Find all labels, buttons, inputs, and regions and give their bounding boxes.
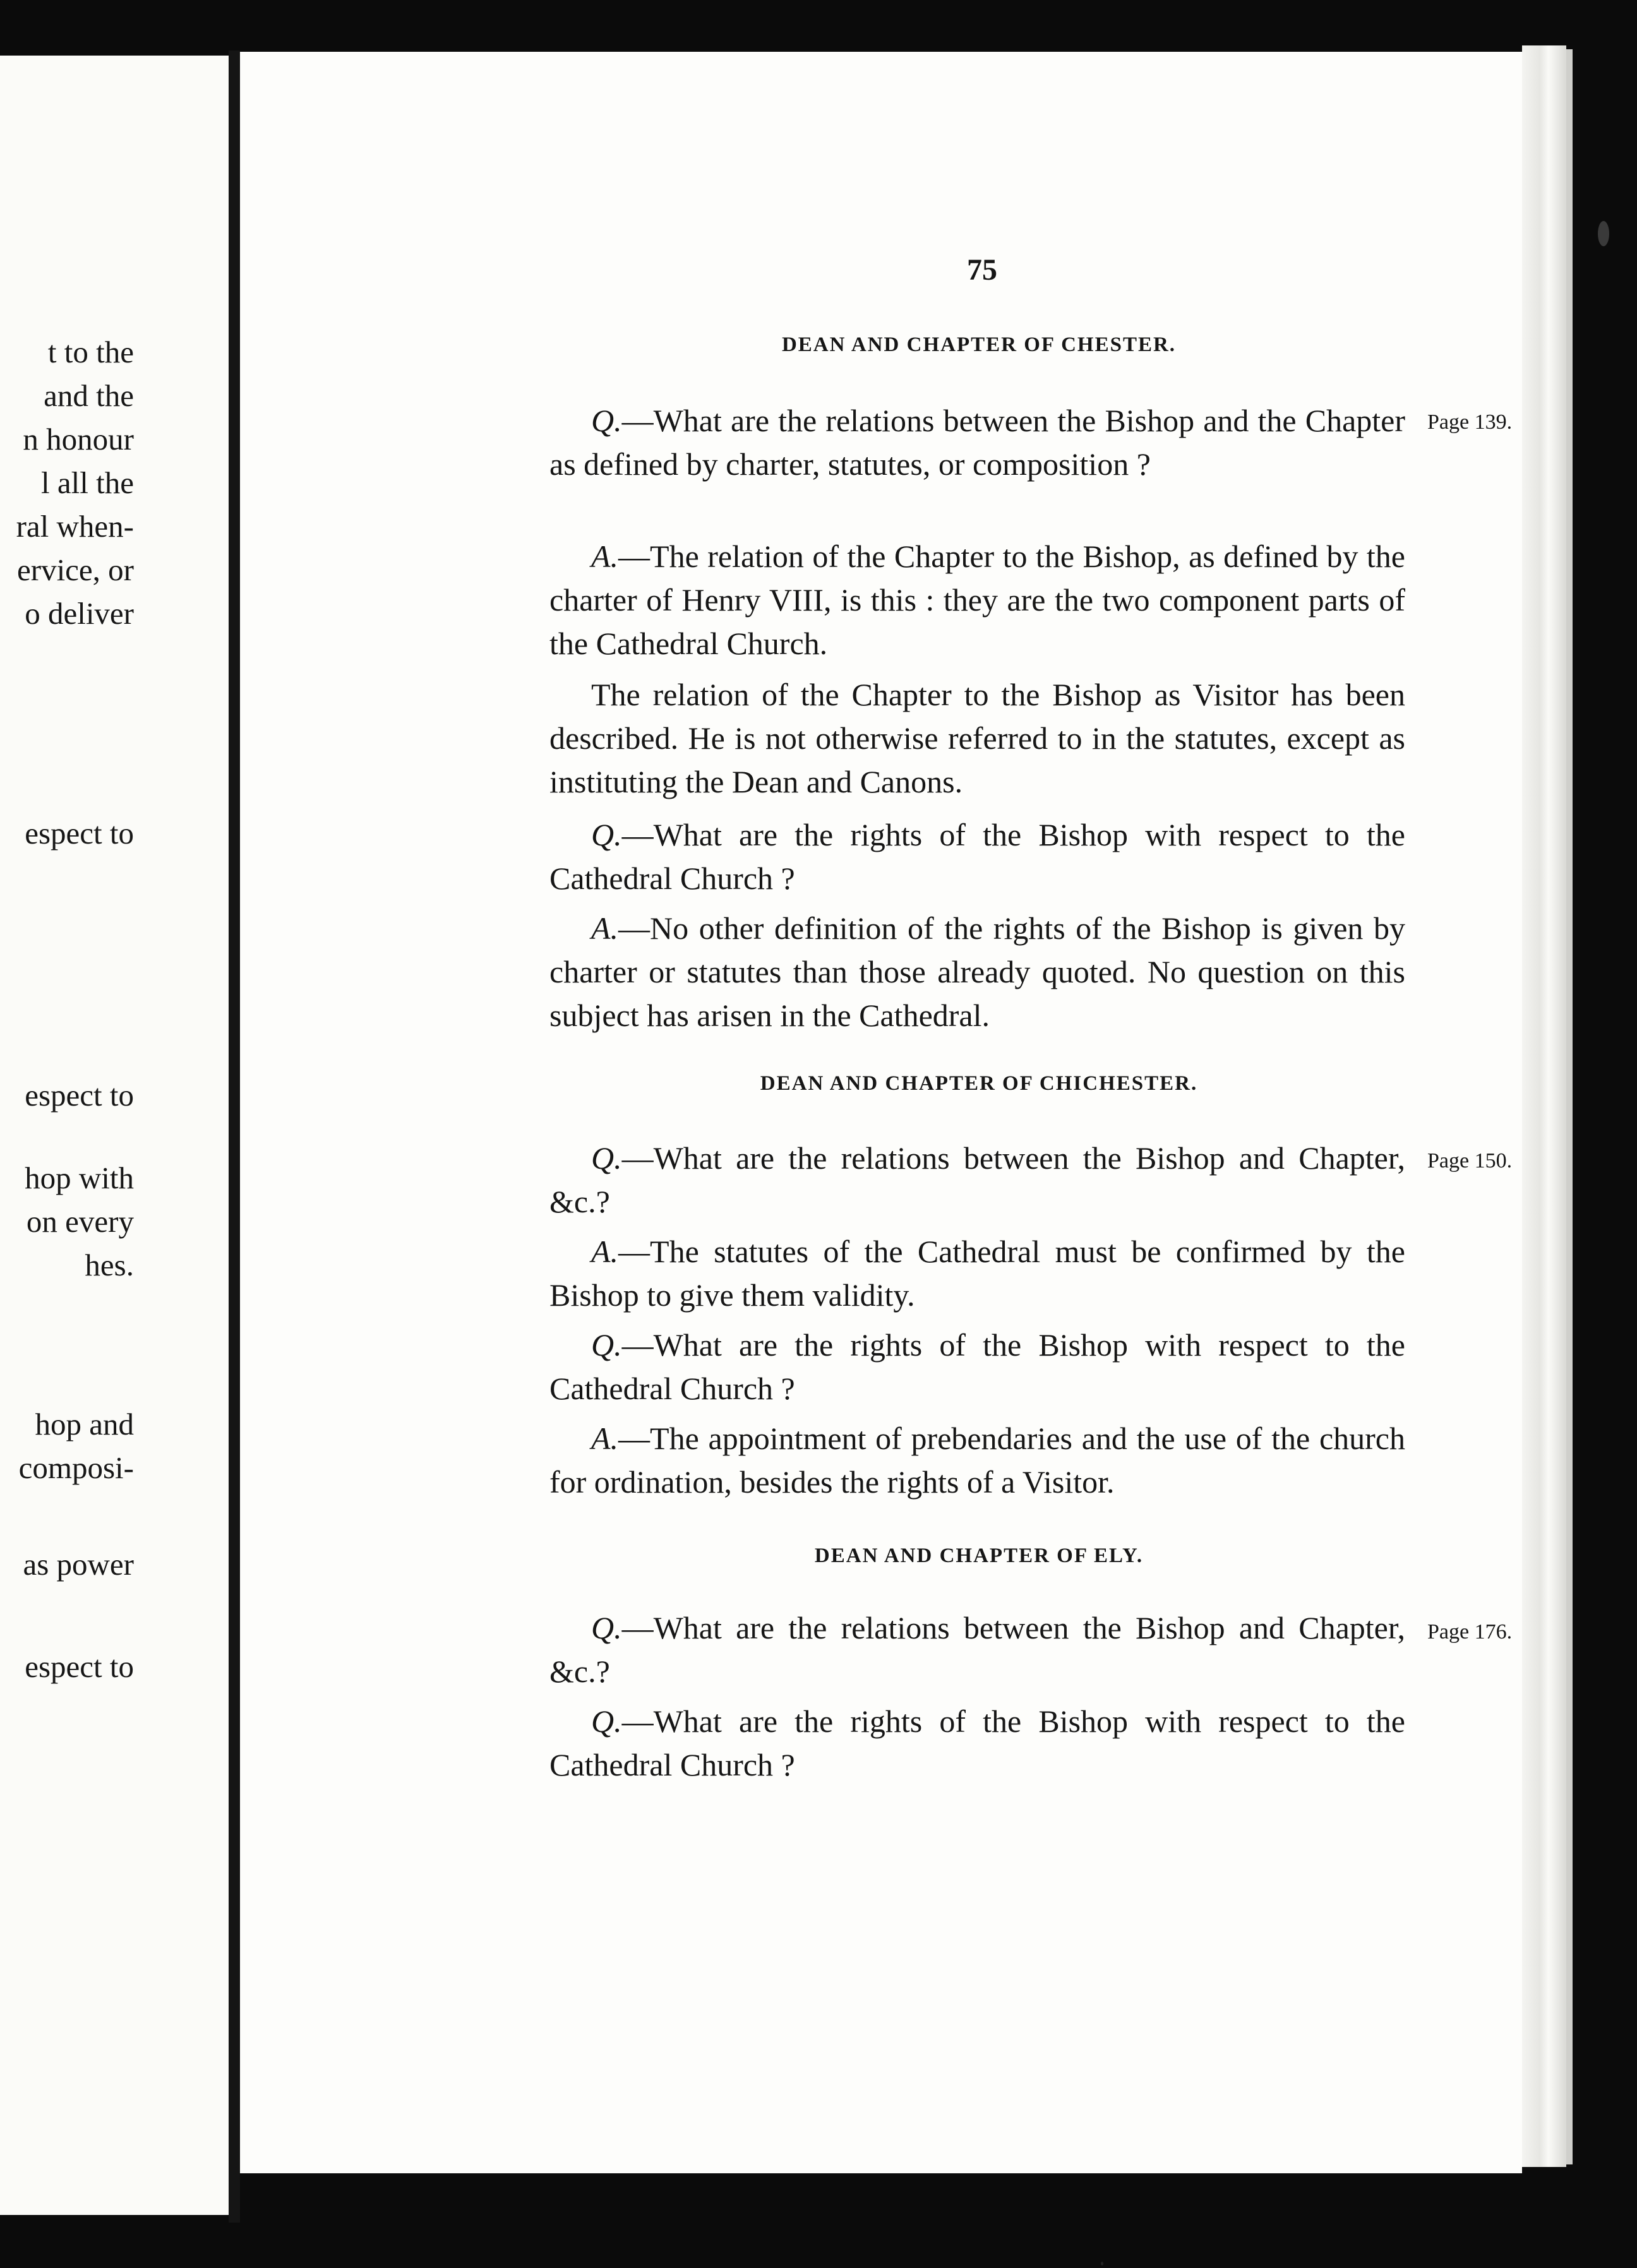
paragraph-text: —The relation of the Chapter to the Bishop, as defined by the charter of Henry VIII, is this : they are the two component parts of the Cathedral Church. bbox=[549, 539, 1405, 661]
paragraph-text: —What are the relations between the Bishop and Chapter, &c.? bbox=[549, 1140, 1405, 1219]
left-page-line: ral when- bbox=[16, 509, 134, 544]
page-edge-shadow bbox=[1566, 49, 1573, 2164]
question-label: Q. bbox=[591, 1704, 622, 1739]
answer-paragraph bbox=[549, 1417, 1405, 1504]
book-gutter bbox=[229, 51, 240, 2223]
left-page-line: t to the bbox=[47, 335, 134, 369]
left-page-line: hop and bbox=[35, 1407, 134, 1441]
scan-speck bbox=[1101, 2262, 1103, 2265]
paragraph-text: —What are the rights of the Bishop with respect to the Cathedral Church ? bbox=[549, 817, 1405, 896]
question-paragraph bbox=[549, 1700, 1405, 1787]
margin-page-reference: Page 176. bbox=[1427, 1620, 1513, 1644]
question-paragraph bbox=[549, 813, 1405, 900]
main-page bbox=[240, 52, 1522, 2173]
left-page-line: n honour bbox=[23, 422, 134, 457]
answer-paragraph bbox=[549, 535, 1405, 665]
left-facing-page bbox=[0, 56, 229, 2215]
left-page-line: ervice, or bbox=[17, 552, 134, 587]
question-label: Q. bbox=[591, 1610, 622, 1645]
paragraph-text: —The appointment of prebendaries and the use of the church for ordination, besides the rights of a Visitor. bbox=[549, 1421, 1405, 1500]
left-page-line: and the bbox=[44, 378, 134, 413]
question-label: Q. bbox=[591, 403, 622, 438]
left-page-line: as power bbox=[23, 1547, 134, 1582]
left-page-line: espect to bbox=[25, 816, 134, 850]
paragraph-text: The relation of the Chapter to the Bishop as Visitor has been described. He is not otherwise referred to in the statutes, except as instituting the Dean and Canons. bbox=[549, 677, 1405, 799]
page-number: 75 bbox=[967, 253, 997, 287]
left-page-line: hop with bbox=[25, 1161, 134, 1195]
margin-page-reference: Page 150. bbox=[1427, 1149, 1513, 1173]
question-paragraph bbox=[549, 1323, 1405, 1411]
paragraph-text: —What are the relations between the Bishop and Chapter, &c.? bbox=[549, 1610, 1405, 1689]
paragraph-text: —What are the relations between the Bishop and the Chapter as defined by charter, statutes, or composition ? bbox=[549, 403, 1405, 482]
answer-paragraph bbox=[549, 1230, 1405, 1317]
paragraph-text: —The statutes of the Cathedral must be confirmed by the Bishop to give them validity. bbox=[549, 1234, 1405, 1313]
question-paragraph bbox=[549, 1606, 1405, 1693]
section-heading-ely: DEAN AND CHAPTER OF ELY. bbox=[814, 1544, 1144, 1567]
section-heading-chichester: DEAN AND CHAPTER OF CHICHESTER. bbox=[760, 1072, 1198, 1095]
question-label: Q. bbox=[591, 817, 622, 852]
answer-label: A. bbox=[591, 910, 619, 946]
left-page-line: composi- bbox=[18, 1450, 134, 1485]
question-paragraph bbox=[549, 1137, 1405, 1224]
page-edge-stack bbox=[1522, 45, 1566, 2167]
left-page-line: l all the bbox=[41, 465, 134, 500]
question-label: Q. bbox=[591, 1140, 622, 1176]
left-page-line: espect to bbox=[25, 1078, 134, 1113]
paragraph-text: —What are the rights of the Bishop with respect to the Cathedral Church ? bbox=[549, 1327, 1405, 1406]
answer-paragraph bbox=[549, 907, 1405, 1037]
question-paragraph bbox=[549, 399, 1405, 486]
question-label: Q. bbox=[591, 1327, 622, 1363]
left-page-line: espect to bbox=[25, 1649, 134, 1684]
body-paragraph bbox=[549, 673, 1405, 804]
section-heading-chester: DEAN AND CHAPTER OF CHESTER. bbox=[781, 333, 1177, 356]
paragraph-text: —No other definition of the rights of the Bishop is given by charter or statutes than those already quoted. No question on this subject has arisen in the Cathedral. bbox=[549, 910, 1405, 1033]
answer-label: A. bbox=[591, 1421, 619, 1456]
scan-speck bbox=[1598, 221, 1609, 246]
margin-page-reference: Page 139. bbox=[1427, 410, 1513, 434]
left-page-line: on every bbox=[26, 1204, 134, 1239]
paragraph-text: —What are the rights of the Bishop with respect to the Cathedral Church ? bbox=[549, 1704, 1405, 1782]
answer-label: A. bbox=[591, 539, 619, 574]
left-page-line: hes. bbox=[85, 1248, 134, 1282]
left-page-line: o deliver bbox=[25, 596, 134, 631]
answer-label: A. bbox=[591, 1234, 619, 1269]
